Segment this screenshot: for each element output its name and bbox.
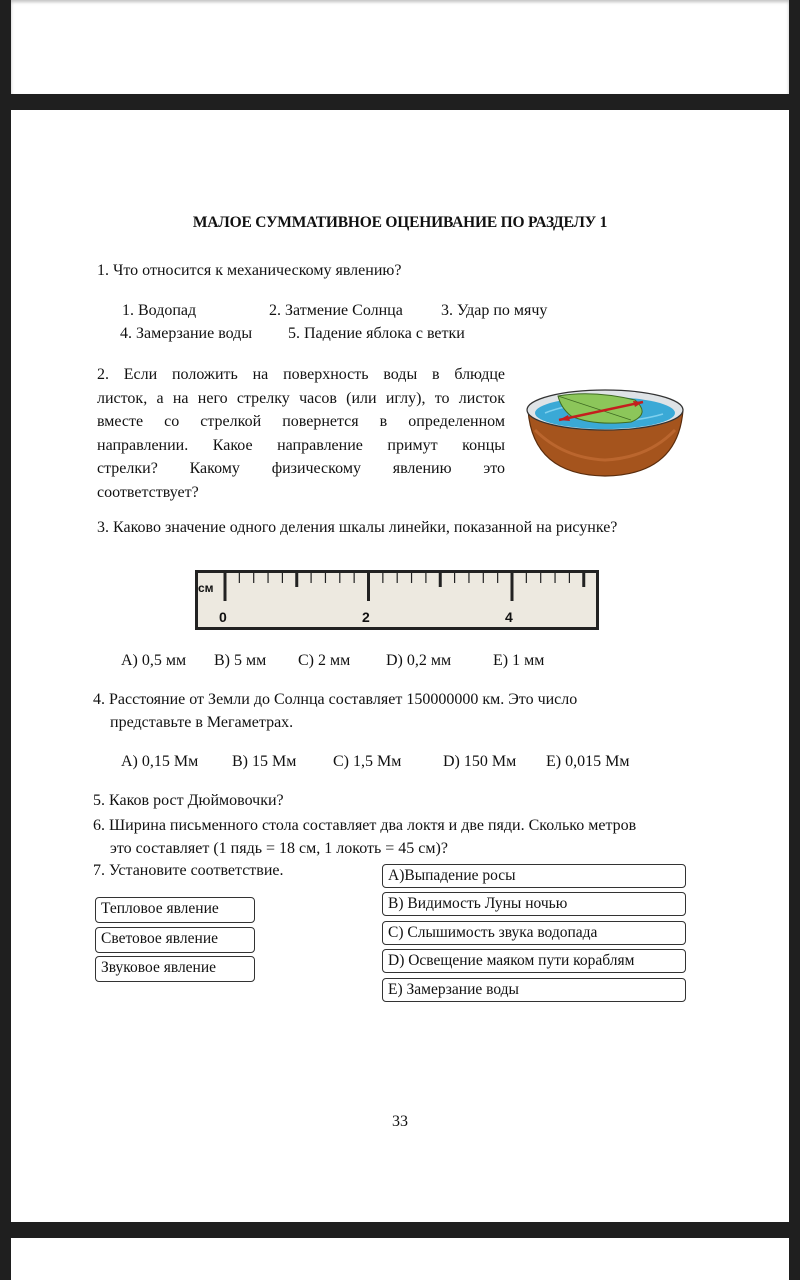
page-number: 33: [392, 1113, 408, 1130]
q1-option: 5. Падение яблока с ветки: [288, 325, 465, 342]
bowl-leaf-needle-image: [523, 380, 688, 480]
previous-page: [11, 0, 789, 94]
q4-option: D) 150 Мм: [443, 753, 517, 770]
q2-line: листок, а на него стрелку часов (или иглу), то листок: [97, 389, 505, 407]
question-4: 4. Расстояние от Земли до Солнца составляет 150000000 км. Это число: [93, 691, 578, 708]
q2-line: направлении. Какое направление примут концы: [97, 436, 505, 454]
ruler-label: 2: [362, 609, 370, 625]
next-page: [11, 1238, 789, 1280]
question-4-cont: представьте в Мегаметрах.: [110, 714, 294, 731]
question-1: 1. Что относится к механическому явлению?: [97, 262, 402, 279]
q2-line: стрелки? Какому физическому явлению это: [97, 460, 505, 477]
question-6: 6. Ширина письменного стола составляет два локтя и две пяди. Сколько метров: [93, 817, 637, 834]
q3-option: B) 5 мм: [214, 652, 267, 669]
q2-line: вместе со стрелкой повернется в определенном: [97, 413, 505, 430]
document-page: [11, 110, 789, 1222]
q2-line: соответствует?: [97, 483, 199, 501]
q4-option: A) 0,15 Мм: [121, 753, 199, 770]
ruler-figure: [195, 570, 599, 630]
q2-line: 2. Если положить на поверхность воды в блюдце: [97, 366, 505, 383]
q3-option: C) 2 мм: [298, 652, 351, 669]
q4-option: B) 15 Мм: [232, 753, 297, 770]
match-left-item: Звуковое явление: [95, 956, 255, 982]
match-left-item: Тепловое явление: [95, 897, 255, 923]
q4-option: E) 0,015 Мм: [546, 753, 630, 770]
q3-option: A) 0,5 мм: [121, 652, 187, 669]
q1-option: 2. Затмение Солнца: [269, 302, 403, 319]
match-left-item: Световое явление: [95, 927, 255, 953]
q1-option: 4. Замерзание воды: [120, 325, 253, 342]
match-right-item: A)Выпадение росы: [382, 864, 686, 888]
question-5: 5. Каков рост Дюймовочки?: [93, 792, 284, 809]
q3-option: D) 0,2 мм: [386, 652, 452, 669]
ruler-unit-label: см: [198, 581, 214, 595]
ruler-label: 4: [505, 609, 513, 625]
question-6-cont: это составляет (1 пядь = 18 см, 1 локоть = 45 см)?: [110, 840, 448, 857]
ruler-label: 0: [219, 609, 227, 625]
match-right-item: D) Освещение маяком пути кораблям: [382, 949, 686, 973]
q1-option: 1. Водопад: [122, 302, 197, 319]
match-right-item: E) Замерзание воды: [382, 978, 686, 1002]
q3-option: E) 1 мм: [493, 652, 545, 669]
question-7: 7. Установите соответствие.: [93, 862, 284, 879]
page-title: МАЛОЕ СУММАТИВНОЕ ОЦЕНИВАНИЕ ПО РАЗДЕЛУ 1: [192, 214, 608, 231]
q4-option: C) 1,5 Мм: [333, 753, 402, 770]
match-right-item: C) Слышимость звука водопада: [382, 921, 686, 945]
match-right-item: B) Видимость Луны ночью: [382, 892, 686, 916]
question-3: 3. Каково значение одного деления шкалы линейки, показанной на рисунке?: [97, 519, 618, 536]
question-2: [97, 363, 505, 504]
q1-option: 3. Удар по мячу: [441, 302, 548, 319]
